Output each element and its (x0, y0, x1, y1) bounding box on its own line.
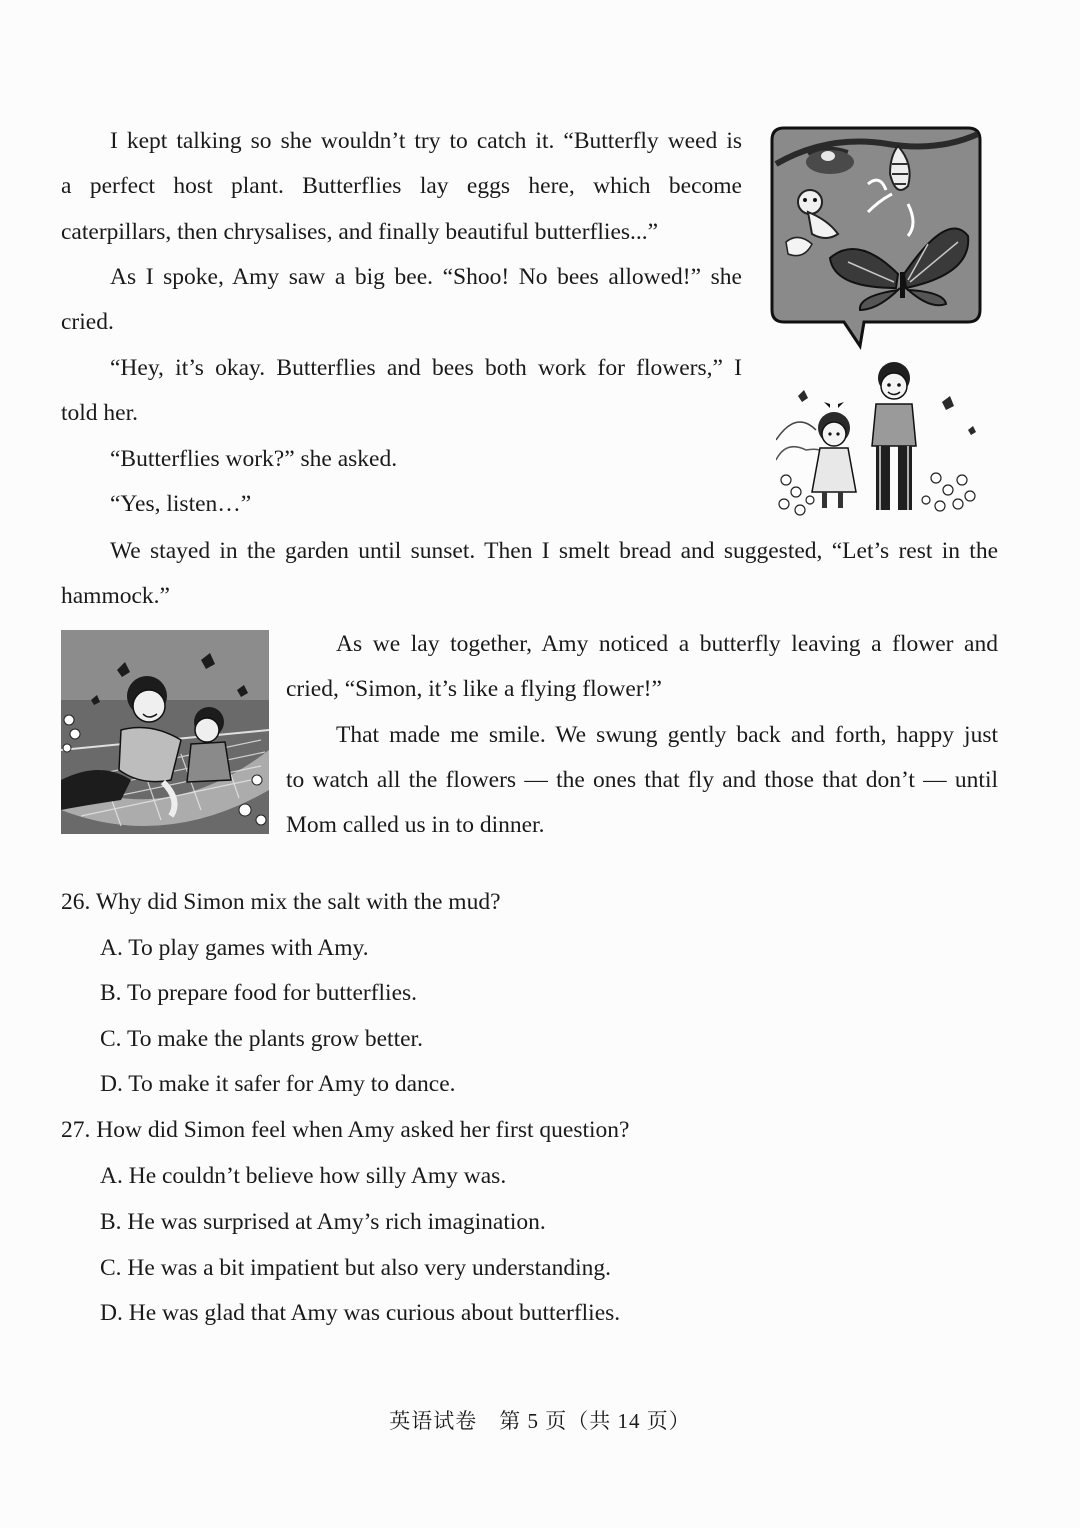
life-cycle-illustration (768, 124, 984, 350)
story-p2-line2: cried. (61, 309, 114, 335)
question-26-option-c: C. To make the plants grow better. (100, 1026, 423, 1052)
page-footer: 英语试卷 第 5 页（共 14 页） (389, 1409, 691, 1433)
story-p7-line2: cried, “Simon, it’s like a flying flower!” (286, 676, 662, 702)
question-26-option-d: D. To make it safer for Amy to dance. (100, 1071, 456, 1097)
question-27-stem: 27. How did Simon feel when Amy asked her first question? (61, 1117, 630, 1143)
story-p1-line3: caterpillars, then chrysalises, and finally beautiful butterflies...” (61, 219, 659, 245)
story-p8-line2: to watch all the flowers — the ones that fly and those that don’t — until (286, 767, 998, 793)
story-p3-line2: told her. (61, 400, 139, 426)
story-p8-line3: Mom called us in to dinner. (286, 812, 545, 838)
story-p1-line1: I kept talking so she wouldn’t try to catch it. “Butterfly weed is (110, 128, 742, 154)
hammock-illustration (61, 630, 269, 834)
question-27-option-a: A. He couldn’t believe how silly Amy was. (100, 1163, 507, 1189)
children-garden-illustration (776, 350, 978, 518)
story-p4: “Butterflies work?” she asked. (110, 446, 398, 472)
question-27-option-c: C. He was a bit impatient but also very understanding. (100, 1255, 612, 1281)
story-p6-line1: We stayed in the garden until sunset. Then I smelt bread and suggested, “Let’s rest in the (110, 538, 998, 564)
question-27-option-d: D. He was glad that Amy was curious about butterflies. (100, 1300, 621, 1326)
story-p5: “Yes, listen…” (110, 491, 252, 517)
story-p6-line2: hammock.” (61, 583, 170, 609)
story-p1-line2: a perfect host plant. Butterflies lay eggs here, which become (61, 173, 742, 199)
story-p2-line1: As I spoke, Amy saw a big bee. “Shoo! No bees allowed!” she (110, 264, 742, 290)
question-26-option-b: B. To prepare food for butterflies. (100, 980, 418, 1006)
question-27-option-b: B. He was surprised at Amy’s rich imagination. (100, 1209, 546, 1235)
question-26-option-a: A. To play games with Amy. (100, 935, 369, 961)
story-p3-line1: “Hey, it’s okay. Butterflies and bees both work for flowers,” I (110, 355, 742, 381)
story-p7-line1: As we lay together, Amy noticed a butterfly leaving a flower and (336, 631, 998, 657)
story-p8-line1: That made me smile. We swung gently back and forth, happy just (336, 722, 998, 748)
question-26-stem: 26. Why did Simon mix the salt with the mud? (61, 889, 501, 915)
